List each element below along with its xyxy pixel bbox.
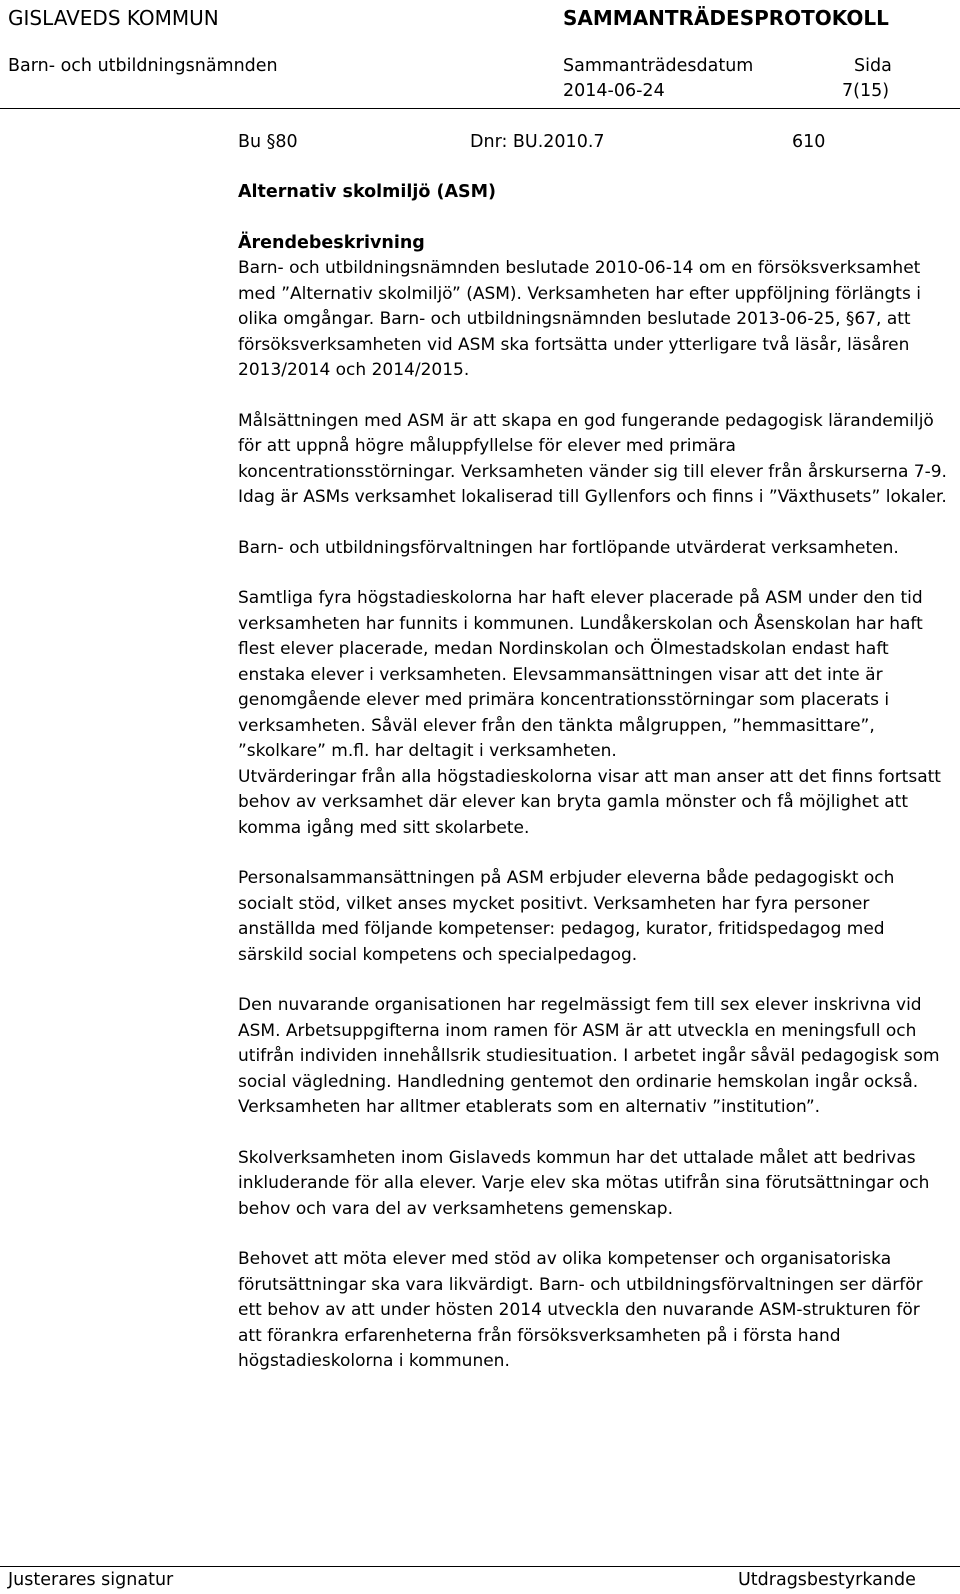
page-label: Sida — [854, 56, 892, 76]
footer-divider — [0, 1566, 960, 1567]
footer-extract: Utdragsbestyrkande — [738, 1570, 916, 1590]
paragraph-background: Barn- och utbildningsnämnden beslutade 2010-06-14 om en försöksverksamhet med ”Alternativ skolmiljö” (ASM). Verksamheten har efter uppföljning förlängts i olika omgångar. Barn- och utbildningsnämnden beslutade 2013-06-25, §67, att försöksverksamheten vid ASM ska fortsätta under ytterligare två läsår, läsåren 2013/2014 och 2014/2015. — [238, 258, 921, 380]
meeting-date: 2014-06-24 — [563, 81, 665, 101]
archive-code: 610 — [792, 132, 826, 152]
paragraph-need: Behovet att möta elever med stöd av olika kompetenser och organisatoriska förutsättningar ska vara likvärdigt. Barn- och utbildningsförvaltningen ser därför ett behov av att under hösten 2014 utveckla den nuvarande ASM-strukturen för att förankra erfarenheterna från försöksverksamheten på i första hand högstadieskolorna i kommunen. — [238, 1249, 923, 1371]
body-text — [238, 256, 948, 1375]
paragraph-evaluation: Barn- och utbildningsförvaltningen har fortlöpande utvärderat verksamheten. — [238, 537, 899, 558]
paragraph-schools: Samtliga fyra högstadieskolorna har haft elever placerade på ASM under den tid verksamheten har funnits i kommunen. Lundåkerskolan och Åsenskolan har haft flest elever placerade, medan Nordinskolan och Ölmestadskolan endast haft enstaka elever i verksamheten. Elevsammansättningen visar att det inte är genomgående elever med primära koncentrationsstörningar som placerats i verksamheten. Såväl elever från den tänkta målgruppen, ”hemmasittare”, ”skolkare” m.fl. har deltagit i verksamheten. — [238, 588, 923, 761]
diary-number: Dnr: BU.2010.7 — [470, 132, 605, 152]
committee-name: Barn- och utbildningsnämnden — [8, 56, 278, 76]
paragraph-goal: Målsättningen med ASM är att skapa en god fungerande pedagogisk lärandemiljö för att uppnå högre måluppfyllelse för elever med primära koncentrationsstörningar. Verksamheten vänder sig till elever från årskurserna 7-9. Idag är ASMs verksamhet lokaliserad till Gyllenfors och finns i ”Växthusets” lokaler. — [238, 410, 947, 507]
case-title: Alternativ skolmiljö (ASM) — [238, 182, 497, 202]
org-name: GISLAVEDS KOMMUN — [8, 6, 219, 30]
paragraph-number: Bu §80 — [238, 132, 298, 152]
paragraph-organisation: Den nuvarande organisationen har regelmässigt fem till sex elever inskrivna vid ASM. Arbetsuppgifterna inom ramen för ASM är att utveckla en meningsfull och utifrån individen innehållsrik studiesituation. I arbetet ingår såväl pedagogisk som social vägledning. Handledning gentemot den ordinarie hemskolan ingår också. Verksamheten har alltmer etablerats som en alternativ ”institution”. — [238, 995, 940, 1117]
header-divider — [0, 108, 960, 109]
paragraph-evaluations: Utvärderingar från alla högstadieskolorna visar att man anser att det finns fortsatt behov av verksamhet där elever kan bryta gamla mönster och få möjlighet att komma igång med sitt skolarbete. — [238, 766, 941, 838]
paragraph-staff: Personalsammansättningen på ASM erbjuder eleverna både pedagogiskt och socialt stöd, vilket anses mycket positivt. Verksamheten har fyra personer anställda med följande kompetenser: pedagog, kurator, fritidspedagog med särskild social kompetens och specialpedagog. — [238, 868, 895, 965]
date-label: Sammanträdesdatum — [563, 56, 754, 76]
doc-type: SAMMANTRÄDESPROTOKOLL — [563, 6, 889, 30]
page-number: 7(15) — [842, 81, 890, 101]
section-heading: Ärendebeskrivning — [238, 233, 425, 253]
footer-signature: Justerares signatur — [8, 1570, 174, 1590]
paragraph-inclusion: Skolverksamheten inom Gislaveds kommun har det uttalade målet att bedrivas inkluderande för alla elever. Varje elev ska mötas utifrån sina förutsättningar och behov och vara del av verksamhetens gemenskap. — [238, 1147, 930, 1219]
